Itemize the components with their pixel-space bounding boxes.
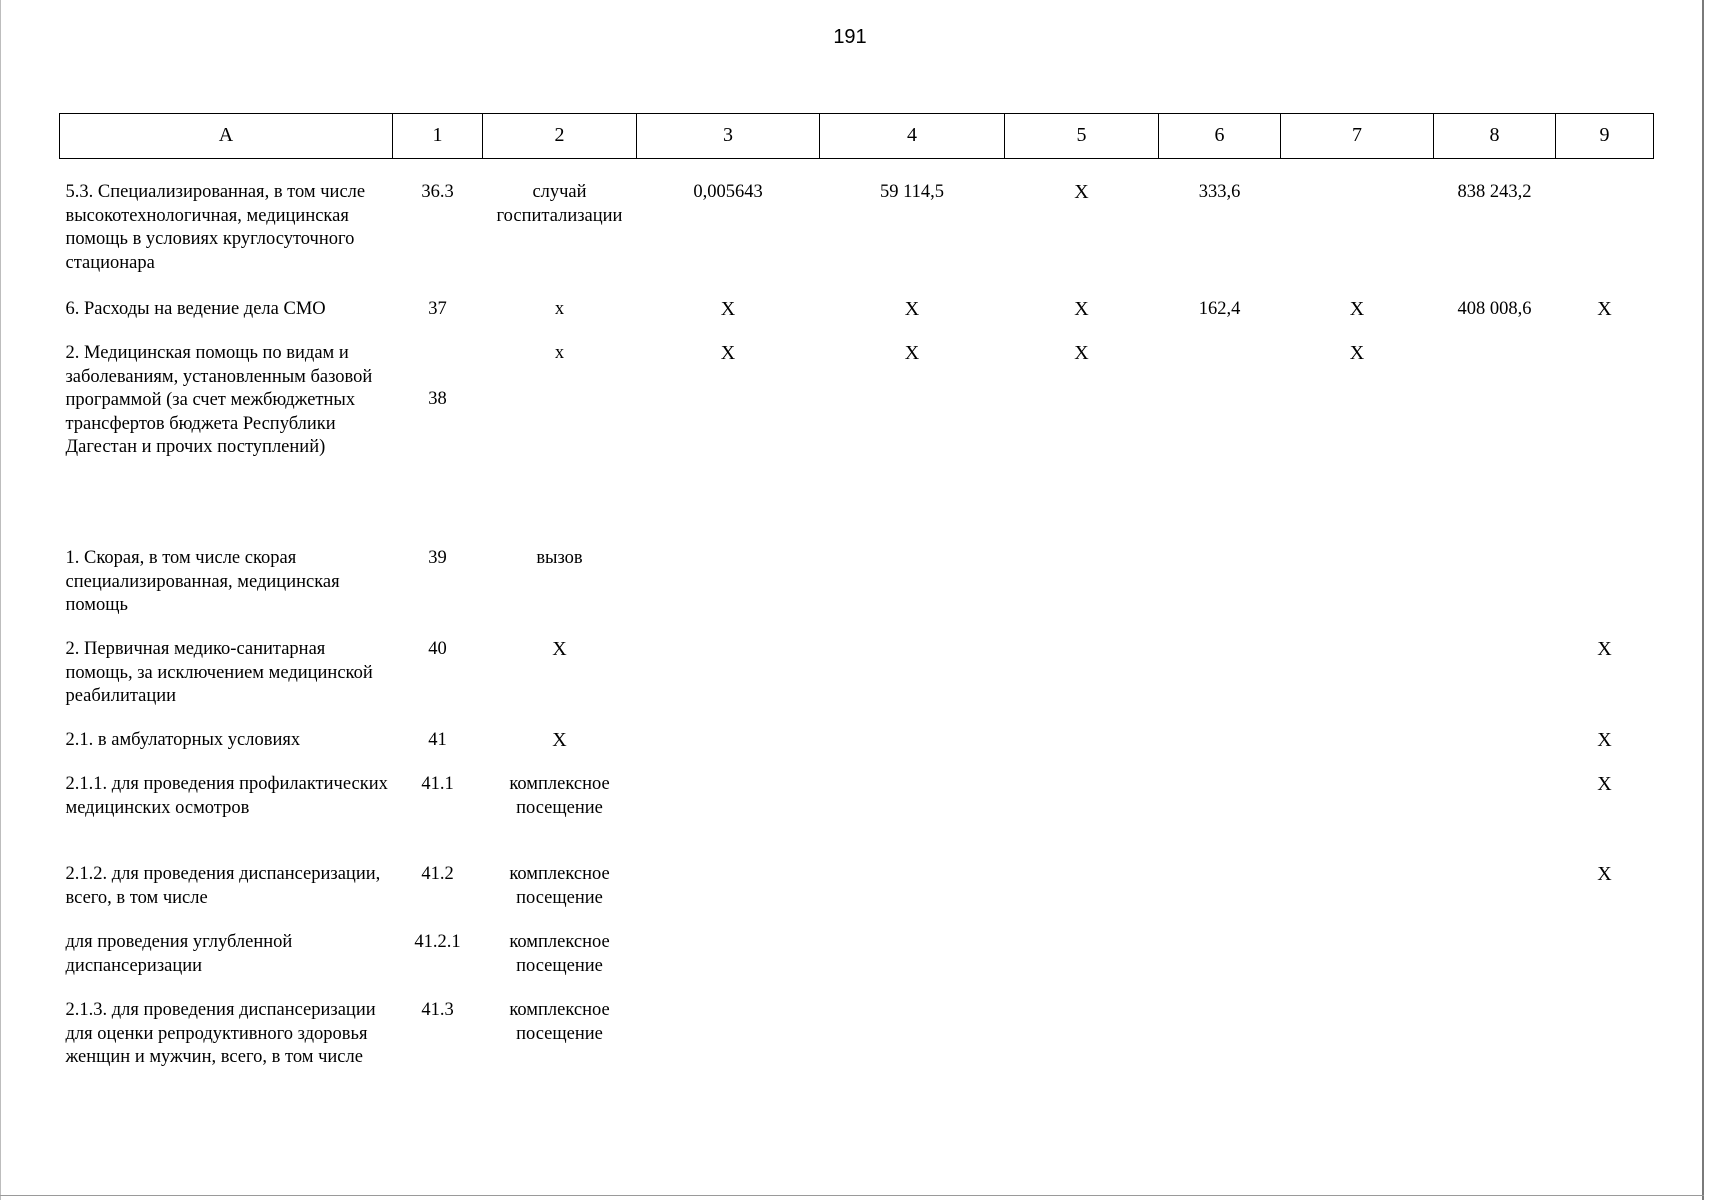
cell-col-6: 162,4: [1198, 299, 1241, 319]
row-label: для проведения углубленной диспансеризации: [65, 932, 293, 976]
row-unit: комплексное посещение: [509, 932, 610, 976]
table-row: [60, 159, 1654, 299]
row-code: 37: [428, 299, 447, 319]
cell-col-4: 59 114,5: [879, 182, 945, 202]
cell-col-7: [1281, 931, 1434, 999]
cell-col-5: [1005, 863, 1159, 931]
page-edge-right: [1702, 0, 1704, 1200]
cell-col-9: [1556, 342, 1654, 547]
row-unit: комплексное посещение: [509, 864, 610, 908]
cell-col-4: [820, 931, 1005, 999]
table-row: [60, 547, 1654, 638]
row-code: 41.2.1: [414, 932, 461, 952]
cell-col-8: [1434, 342, 1556, 547]
row-label: 2. Первичная медико-санитарная помощь, за исключением медицинской реабилитации: [65, 639, 373, 706]
cell-col-8: 408 008,6: [1457, 299, 1532, 319]
table-row: [60, 298, 1654, 342]
header-col-8: 8: [1434, 114, 1556, 159]
cell-col-4: [820, 547, 1005, 638]
cell-col-6: [1159, 863, 1281, 931]
row-label: 2.1. в амбулаторных условиях: [65, 730, 301, 750]
cell-col-4: [820, 638, 1005, 729]
header-col-3: 3: [637, 114, 820, 159]
row-label: 5.3. Специализированная, в том числе высокотехнологичная, медицинская помощь в условиях круглосуточного стационара: [65, 182, 366, 273]
cell-col-5: [1005, 638, 1159, 729]
cell-col-6: [1159, 773, 1281, 863]
cell-col-5: [1005, 931, 1159, 999]
cell-col-9: [1556, 999, 1654, 1099]
cell-col-6: [1159, 638, 1281, 729]
data-table: [59, 113, 1654, 1099]
cell-col-7: [1281, 159, 1434, 299]
cell-col-7: [1281, 773, 1434, 863]
page-number: 191: [833, 26, 867, 48]
table-row: [60, 931, 1654, 999]
page-edge-left: [0, 0, 1, 1200]
cell-col-8: [1434, 547, 1556, 638]
row-unit: случай госпитализации: [496, 182, 623, 226]
row-code: 41.2: [421, 864, 454, 884]
header-col-4: 4: [820, 114, 1005, 159]
cell-col-8: 838 243,2: [1457, 182, 1532, 202]
table-row: [60, 638, 1654, 729]
cell-col-5: Х: [1074, 181, 1089, 203]
row-code: 38: [428, 389, 447, 409]
cell-col-5: [1005, 729, 1159, 773]
row-label: 2.1.2. для проведения диспансеризации, всего, в том числе: [65, 864, 381, 908]
cell-col-7: Х: [1349, 342, 1365, 364]
cell-col-5: [1005, 999, 1159, 1099]
cell-col-4: [820, 999, 1005, 1099]
row-code: 41: [428, 730, 447, 750]
cell-col-3: [637, 547, 820, 638]
cell-col-9: [1556, 547, 1654, 638]
row-label: 2. Медицинская помощь по видам и заболеваниям, установленным базовой программой (за счет межбюджетных трансфертов бюджета Республики Дагестан и прочих поступлений): [65, 343, 373, 457]
cell-col-6: [1159, 342, 1281, 547]
cell-col-3: 0,005643: [693, 182, 763, 202]
cell-col-8: [1434, 931, 1556, 999]
cell-col-9: [1556, 931, 1654, 999]
cell-col-5: [1005, 547, 1159, 638]
table-row: [60, 863, 1654, 931]
header-col-1: 1: [393, 114, 483, 159]
cell-col-8: [1434, 729, 1556, 773]
table-row: [60, 342, 1654, 547]
cell-col-4: [820, 863, 1005, 931]
cell-col-8: [1434, 638, 1556, 729]
row-unit: Х: [552, 729, 567, 751]
table-header-row: [60, 114, 1654, 159]
row-unit: Х: [552, 638, 567, 660]
header-col-7: 7: [1281, 114, 1434, 159]
header-col-2: 2: [483, 114, 637, 159]
cell-col-7: Х: [1349, 298, 1365, 320]
row-unit: комплексное посещение: [509, 774, 610, 818]
cell-col-9: [1556, 159, 1654, 299]
cell-col-3: [637, 999, 820, 1099]
cell-col-3: Х: [720, 342, 736, 364]
cell-col-9: Х: [1597, 638, 1612, 660]
cell-col-4: Х: [904, 298, 920, 320]
row-code: 36.3: [421, 182, 454, 202]
cell-col-5: Х: [1074, 342, 1089, 364]
row-code: 40: [428, 639, 447, 659]
row-label: 2.1.3. для проведения диспансеризации для оценки репродуктивного здоровья женщин и мужчин, всего, в том числе: [65, 1000, 376, 1067]
cell-col-9: Х: [1597, 298, 1612, 320]
cell-col-7: [1281, 729, 1434, 773]
table-row: [60, 729, 1654, 773]
cell-col-7: [1281, 547, 1434, 638]
cell-col-8: [1434, 999, 1556, 1099]
row-unit: х: [554, 299, 565, 319]
header-col-9: 9: [1556, 114, 1654, 159]
table-row: [60, 773, 1654, 863]
cell-col-6: [1159, 999, 1281, 1099]
cell-col-3: [637, 773, 820, 863]
row-unit: комплексное посещение: [509, 1000, 610, 1044]
table-row: [60, 999, 1654, 1099]
cell-col-6: [1159, 931, 1281, 999]
cell-col-6: [1159, 547, 1281, 638]
cell-col-7: [1281, 863, 1434, 931]
row-label: 6. Расходы на ведение дела СМО: [65, 299, 326, 319]
cell-col-7: [1281, 999, 1434, 1099]
cell-col-3: Х: [720, 298, 736, 320]
row-code: 41.1: [421, 774, 454, 794]
cell-col-3: [637, 863, 820, 931]
cell-col-4: [820, 729, 1005, 773]
row-code: 39: [428, 548, 447, 568]
cell-col-3: [637, 638, 820, 729]
header-col-a: А: [60, 114, 393, 159]
cell-col-7: [1281, 638, 1434, 729]
row-label: 1. Скорая, в том числе скорая специализированная, медицинская помощь: [65, 548, 340, 615]
cell-col-6: 333,6: [1198, 182, 1241, 202]
cell-col-9: Х: [1597, 729, 1612, 751]
cell-col-6: [1159, 729, 1281, 773]
page-edge-bottom: [0, 1195, 1704, 1196]
row-code: 41.3: [421, 1000, 454, 1020]
cell-col-5: [1005, 773, 1159, 863]
row-unit: вызов: [536, 548, 583, 568]
cell-col-8: [1434, 863, 1556, 931]
cell-col-3: [637, 931, 820, 999]
header-col-5: 5: [1005, 114, 1159, 159]
cell-col-8: [1434, 773, 1556, 863]
cell-col-9: Х: [1597, 773, 1612, 795]
cell-col-5: Х: [1074, 298, 1089, 320]
cell-col-9: Х: [1597, 863, 1612, 885]
row-unit: х: [554, 343, 565, 363]
cell-col-4: Х: [904, 342, 920, 364]
row-label: 2.1.1. для проведения профилактических медицинских осмотров: [65, 774, 388, 818]
cell-col-4: [820, 773, 1005, 863]
cell-col-3: [637, 729, 820, 773]
header-col-6: 6: [1159, 114, 1281, 159]
